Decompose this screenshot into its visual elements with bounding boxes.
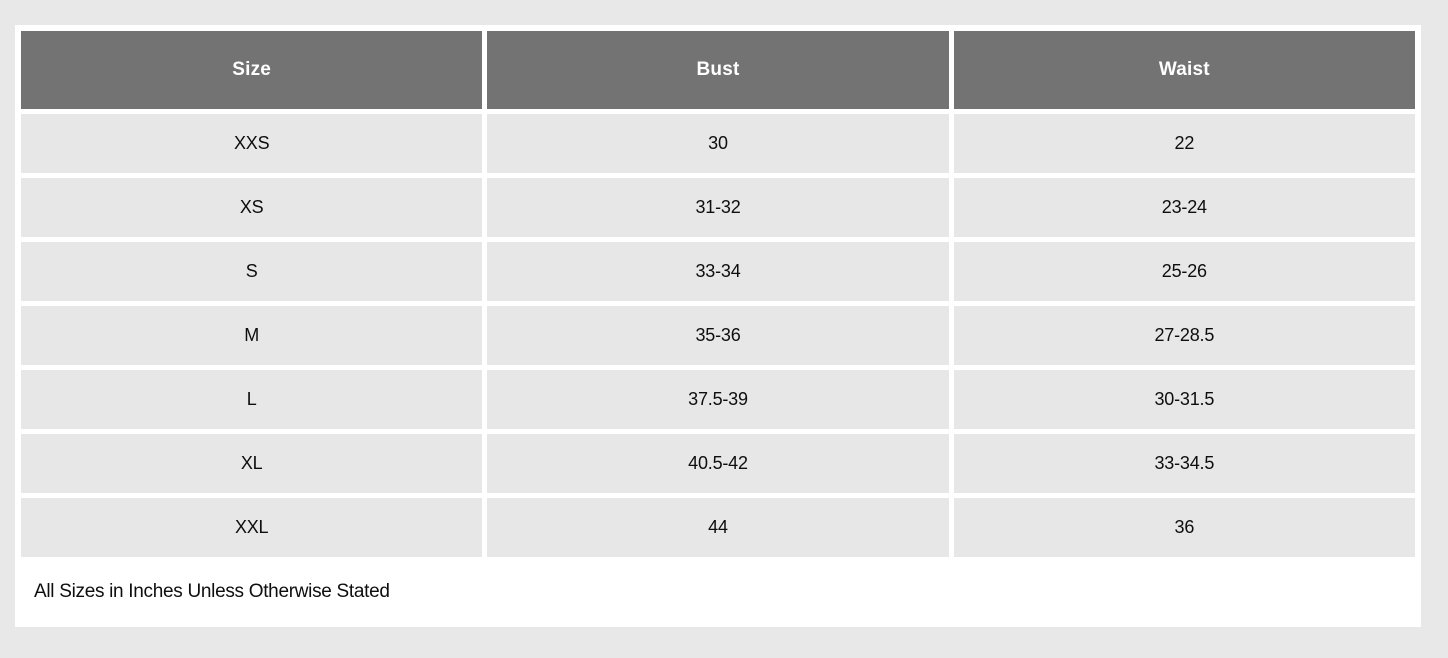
size-chart-card [15, 25, 1421, 627]
cell-size: S [21, 242, 482, 301]
cell-bust: 40.5-42 [487, 434, 948, 493]
cell-size: XXS [21, 114, 482, 173]
column-header-waist: Waist [954, 31, 1415, 109]
cell-size: M [21, 306, 482, 365]
size-chart-table [21, 31, 1415, 557]
cell-bust: 35-36 [487, 306, 948, 365]
cell-waist: 27-28.5 [954, 306, 1415, 365]
cell-waist: 22 [954, 114, 1415, 173]
cell-waist: 30-31.5 [954, 370, 1415, 429]
cell-bust: 44 [487, 498, 948, 557]
column-header-bust: Bust [487, 31, 948, 109]
cell-size: XL [21, 434, 482, 493]
cell-waist: 33-34.5 [954, 434, 1415, 493]
column-header-size: Size [21, 31, 482, 109]
cell-waist: 23-24 [954, 178, 1415, 237]
cell-bust: 31-32 [487, 178, 948, 237]
cell-waist: 36 [954, 498, 1415, 557]
cell-size: XS [21, 178, 482, 237]
cell-bust: 33-34 [487, 242, 948, 301]
cell-waist: 25-26 [954, 242, 1415, 301]
cell-size: L [21, 370, 482, 429]
sizes-footnote: All Sizes in Inches Unless Otherwise Stated [21, 557, 1415, 627]
cell-size: XXL [21, 498, 482, 557]
cell-bust: 30 [487, 114, 948, 173]
cell-bust: 37.5-39 [487, 370, 948, 429]
